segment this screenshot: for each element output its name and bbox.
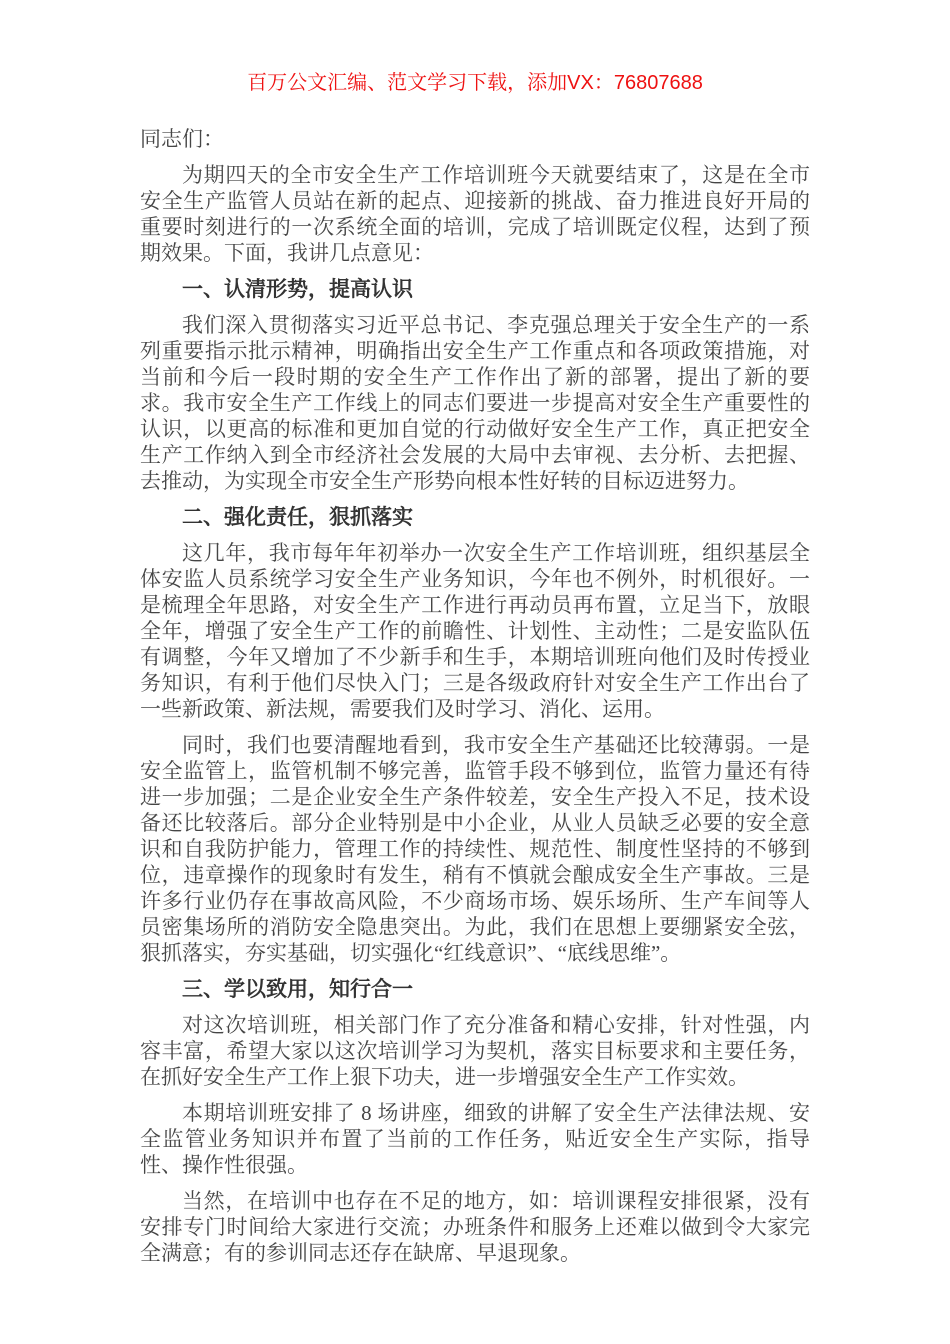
section-3-paragraph-1: 对这次培训班，相关部门作了充分准备和精心安排，针对性强，内容丰富，希望大家以这次培训学习为契机，落实目标要求和主要任务，在抓好安全生产工作上狠下功夫，进一步增强安全生产工作实效。: [140, 1013, 810, 1089]
intro-paragraph: 为期四天的全市安全生产工作培训班今天就要结束了，这是在全市安全生产监管人员站在新的起点、迎接新的挑战、奋力推进良好开局的重要时刻进行的一次系统全面的培训，完成了培训既定仪程，达到了预期效果。下面，我讲几点意见：: [140, 163, 810, 265]
section-2-paragraph-1: 这几年，我市每年年初举办一次安全生产工作培训班，组织基层全体安监人员系统学习安全生产业务知识，今年也不例外，时机很好。一是梳理全年思路，对安全生产工作进行再动员再布置，立足当下，放眼全年，增强了安全生产工作的前瞻性、计划性、主动性；二是安监队伍有调整，今年又增加了不少新手和生手，本期培训班向他们及时传授业务知识，有利于他们尽快入门；三是各级政府针对安全生产工作出台了一些新政策、新法规，需要我们及时学习、消化、运用。: [140, 541, 810, 721]
section-heading-1: 一、认清形势，提高认识: [182, 277, 413, 301]
document-body: [140, 126, 810, 1266]
section-heading-2: 二、强化责任，狠抓落实: [182, 505, 413, 529]
ad-banner: 百万公文汇编、范文学习下载，添加VX：76807688: [247, 72, 703, 94]
salutation: 同志们：: [140, 127, 224, 151]
section-2-paragraph-2: 同时，我们也要清醒地看到，我市安全生产基础还比较薄弱。一是安全监管上，监管机制不够完善，监管手段不够到位，监管力量还有待进一步加强；二是企业安全生产条件较差，安全生产投入不足，技术设备还比较落后。部分企业特别是中小企业，从业人员缺乏必要的安全意识和自我防护能力，管理工作的持续性、规范性、制度性坚持的不够到位，违章操作的现象时有发生，稍有不慎就会酿成安全生产事故。三是许多行业仍存在事故高风险，不少商场市场、娱乐场所、生产车间等人员密集场所的消防安全隐患突出。为此，我们在思想上要绷紧安全弦，狠抓落实，夯实基础，切实强化“红线意识”、“底线思维”。: [140, 733, 810, 965]
section-1-paragraph: 我们深入贯彻落实习近平总书记、李克强总理关于安全生产的一系列重要指示批示精神，明确指出安全生产工作重点和各项政策措施，对当前和今后一段时期的安全生产工作作出了新的部署，提出了新的要求。我市安全生产工作线上的同志们要进一步提高对安全生产重要性的认识，以更高的标准和更加自觉的行动做好安全生产工作，真正把安全生产工作纳入到全市经济社会发展的大局中去审视、去分析、去把握、去推动，为实现全市安全生产形势向根本性好转的目标迈进努力。: [140, 313, 810, 493]
section-heading-3: 三、学以致用，知行合一: [182, 977, 413, 1001]
section-3-paragraph-2: 本期培训班安排了 8 场讲座，细致的讲解了安全生产法律法规、安全监管业务知识并布置了当前的工作任务，贴近安全生产实际，指导性、操作性很强。: [140, 1101, 810, 1177]
section-3-paragraph-3: 当然，在培训中也存在不足的地方，如：培训课程安排很紧，没有安排专门时间给大家进行交流；办班条件和服务上还难以做到令大家完全满意；有的参训同志还存在缺席、早退现象。: [140, 1189, 810, 1265]
